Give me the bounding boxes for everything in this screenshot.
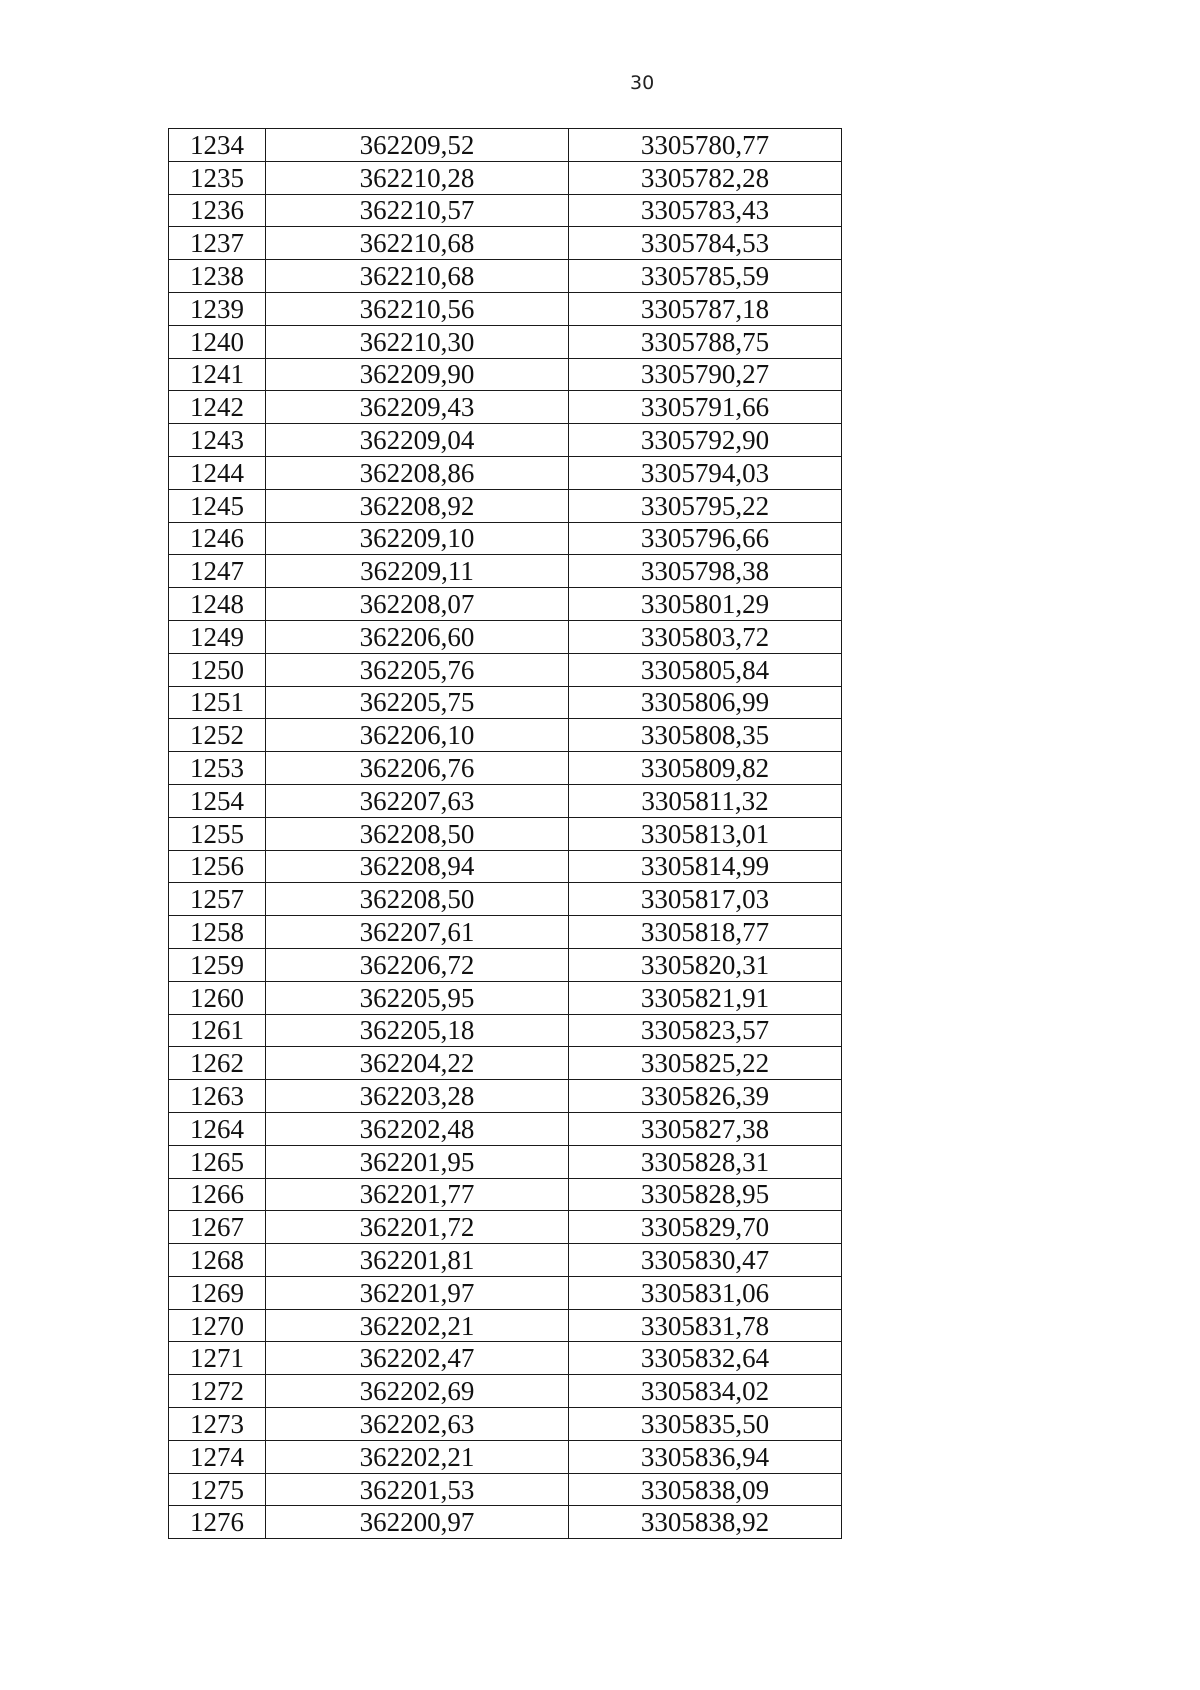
x-coordinate-cell: 362201,72 [266,1211,569,1244]
x-coordinate-cell: 362206,60 [266,620,569,653]
y-coordinate-cell: 3305785,59 [569,260,842,293]
point-number-cell: 1243 [169,424,266,457]
y-coordinate-cell: 3305813,01 [569,817,842,850]
table-row [169,1473,842,1506]
table-row [169,1506,842,1539]
point-number-cell: 1234 [169,129,266,162]
y-coordinate-cell: 3305838,09 [569,1473,842,1506]
point-number-cell: 1250 [169,653,266,686]
table-row [169,391,842,424]
y-coordinate-cell: 3305805,84 [569,653,842,686]
y-coordinate-cell: 3305838,92 [569,1506,842,1539]
x-coordinate-cell: 362209,04 [266,424,569,457]
y-coordinate-cell: 3305791,66 [569,391,842,424]
y-coordinate-cell: 3305823,57 [569,1014,842,1047]
table-row [169,653,842,686]
point-number-cell: 1251 [169,686,266,719]
x-coordinate-cell: 362202,21 [266,1440,569,1473]
y-coordinate-cell: 3305836,94 [569,1440,842,1473]
point-number-cell: 1247 [169,555,266,588]
point-number-cell: 1267 [169,1211,266,1244]
x-coordinate-cell: 362208,86 [266,456,569,489]
table-row [169,1408,842,1441]
coordinates-table [168,128,842,1539]
point-number-cell: 1272 [169,1375,266,1408]
table-row [169,588,842,621]
table-row [169,194,842,227]
x-coordinate-cell: 362200,97 [266,1506,569,1539]
table-row [169,686,842,719]
table-row [169,358,842,391]
point-number-cell: 1274 [169,1440,266,1473]
x-coordinate-cell: 362209,52 [266,129,569,162]
y-coordinate-cell: 3305818,77 [569,916,842,949]
table-row [169,1375,842,1408]
x-coordinate-cell: 362209,11 [266,555,569,588]
point-number-cell: 1265 [169,1145,266,1178]
point-number-cell: 1242 [169,391,266,424]
point-number-cell: 1244 [169,456,266,489]
point-number-cell: 1241 [169,358,266,391]
y-coordinate-cell: 3305806,99 [569,686,842,719]
x-coordinate-cell: 362210,56 [266,292,569,325]
y-coordinate-cell: 3305825,22 [569,1047,842,1080]
table-row [169,260,842,293]
table-row [169,161,842,194]
table-row [169,784,842,817]
x-coordinate-cell: 362203,28 [266,1080,569,1113]
table-row [169,489,842,522]
table-row [169,1440,842,1473]
y-coordinate-cell: 3305835,50 [569,1408,842,1441]
table-row [169,981,842,1014]
x-coordinate-cell: 362208,50 [266,817,569,850]
point-number-cell: 1256 [169,850,266,883]
y-coordinate-cell: 3305801,29 [569,588,842,621]
x-coordinate-cell: 362206,76 [266,752,569,785]
table-row [169,1080,842,1113]
table-row [169,456,842,489]
point-number-cell: 1252 [169,719,266,752]
x-coordinate-cell: 362205,95 [266,981,569,1014]
x-coordinate-cell: 362210,68 [266,260,569,293]
x-coordinate-cell: 362201,53 [266,1473,569,1506]
point-number-cell: 1240 [169,325,266,358]
point-number-cell: 1264 [169,1112,266,1145]
table-row [169,1309,842,1342]
table-row [169,424,842,457]
x-coordinate-cell: 362210,30 [266,325,569,358]
x-coordinate-cell: 362209,10 [266,522,569,555]
y-coordinate-cell: 3305795,22 [569,489,842,522]
point-number-cell: 1236 [169,194,266,227]
point-number-cell: 1259 [169,948,266,981]
y-coordinate-cell: 3305787,18 [569,292,842,325]
point-number-cell: 1262 [169,1047,266,1080]
y-coordinate-cell: 3305788,75 [569,325,842,358]
y-coordinate-cell: 3305827,38 [569,1112,842,1145]
x-coordinate-cell: 362202,69 [266,1375,569,1408]
y-coordinate-cell: 3305834,02 [569,1375,842,1408]
y-coordinate-cell: 3305826,39 [569,1080,842,1113]
y-coordinate-cell: 3305803,72 [569,620,842,653]
table-row [169,1112,842,1145]
point-number-cell: 1237 [169,227,266,260]
point-number-cell: 1269 [169,1276,266,1309]
table-row [169,227,842,260]
x-coordinate-cell: 362210,28 [266,161,569,194]
point-number-cell: 1266 [169,1178,266,1211]
point-number-cell: 1271 [169,1342,266,1375]
point-number-cell: 1260 [169,981,266,1014]
x-coordinate-cell: 362206,10 [266,719,569,752]
page-number: 30 [630,72,655,94]
table-row [169,555,842,588]
table-row [169,1276,842,1309]
x-coordinate-cell: 362205,18 [266,1014,569,1047]
x-coordinate-cell: 362201,81 [266,1244,569,1277]
y-coordinate-cell: 3305809,82 [569,752,842,785]
x-coordinate-cell: 362201,97 [266,1276,569,1309]
table-row [169,883,842,916]
x-coordinate-cell: 362205,76 [266,653,569,686]
y-coordinate-cell: 3305796,66 [569,522,842,555]
table-row [169,850,842,883]
table-row [169,1014,842,1047]
point-number-cell: 1235 [169,161,266,194]
point-number-cell: 1238 [169,260,266,293]
x-coordinate-cell: 362202,47 [266,1342,569,1375]
y-coordinate-cell: 3305811,32 [569,784,842,817]
y-coordinate-cell: 3305830,47 [569,1244,842,1277]
table-row [169,948,842,981]
table-row [169,129,842,162]
y-coordinate-cell: 3305820,31 [569,948,842,981]
table-row [169,817,842,850]
point-number-cell: 1253 [169,752,266,785]
table-row [169,1244,842,1277]
x-coordinate-cell: 362208,92 [266,489,569,522]
table-row [169,752,842,785]
x-coordinate-cell: 362204,22 [266,1047,569,1080]
y-coordinate-cell: 3305794,03 [569,456,842,489]
y-coordinate-cell: 3305780,77 [569,129,842,162]
point-number-cell: 1275 [169,1473,266,1506]
x-coordinate-cell: 362207,61 [266,916,569,949]
x-coordinate-cell: 362201,95 [266,1145,569,1178]
y-coordinate-cell: 3305784,53 [569,227,842,260]
x-coordinate-cell: 362202,48 [266,1112,569,1145]
x-coordinate-cell: 362202,21 [266,1309,569,1342]
x-coordinate-cell: 362209,90 [266,358,569,391]
x-coordinate-cell: 362208,50 [266,883,569,916]
y-coordinate-cell: 3305829,70 [569,1211,842,1244]
table-row [169,719,842,752]
point-number-cell: 1246 [169,522,266,555]
y-coordinate-cell: 3305828,95 [569,1178,842,1211]
y-coordinate-cell: 3305828,31 [569,1145,842,1178]
y-coordinate-cell: 3305831,06 [569,1276,842,1309]
table-row [169,1145,842,1178]
y-coordinate-cell: 3305798,38 [569,555,842,588]
table-row [169,620,842,653]
table-row [169,522,842,555]
y-coordinate-cell: 3305808,35 [569,719,842,752]
point-number-cell: 1270 [169,1309,266,1342]
x-coordinate-cell: 362202,63 [266,1408,569,1441]
y-coordinate-cell: 3305783,43 [569,194,842,227]
point-number-cell: 1255 [169,817,266,850]
y-coordinate-cell: 3305821,91 [569,981,842,1014]
coordinates-table-body [169,129,842,1539]
point-number-cell: 1258 [169,916,266,949]
point-number-cell: 1245 [169,489,266,522]
x-coordinate-cell: 362206,72 [266,948,569,981]
table-row [169,1178,842,1211]
x-coordinate-cell: 362208,07 [266,588,569,621]
table-row [169,1047,842,1080]
x-coordinate-cell: 362208,94 [266,850,569,883]
point-number-cell: 1239 [169,292,266,325]
table-row [169,292,842,325]
point-number-cell: 1276 [169,1506,266,1539]
point-number-cell: 1261 [169,1014,266,1047]
point-number-cell: 1268 [169,1244,266,1277]
x-coordinate-cell: 362210,57 [266,194,569,227]
y-coordinate-cell: 3305817,03 [569,883,842,916]
point-number-cell: 1257 [169,883,266,916]
point-number-cell: 1249 [169,620,266,653]
table-row [169,325,842,358]
table-row [169,916,842,949]
table-row [169,1211,842,1244]
x-coordinate-cell: 362207,63 [266,784,569,817]
point-number-cell: 1248 [169,588,266,621]
y-coordinate-cell: 3305831,78 [569,1309,842,1342]
x-coordinate-cell: 362201,77 [266,1178,569,1211]
point-number-cell: 1263 [169,1080,266,1113]
y-coordinate-cell: 3305814,99 [569,850,842,883]
y-coordinate-cell: 3305792,90 [569,424,842,457]
point-number-cell: 1273 [169,1408,266,1441]
x-coordinate-cell: 362210,68 [266,227,569,260]
x-coordinate-cell: 362209,43 [266,391,569,424]
x-coordinate-cell: 362205,75 [266,686,569,719]
table-row [169,1342,842,1375]
y-coordinate-cell: 3305782,28 [569,161,842,194]
y-coordinate-cell: 3305790,27 [569,358,842,391]
y-coordinate-cell: 3305832,64 [569,1342,842,1375]
point-number-cell: 1254 [169,784,266,817]
